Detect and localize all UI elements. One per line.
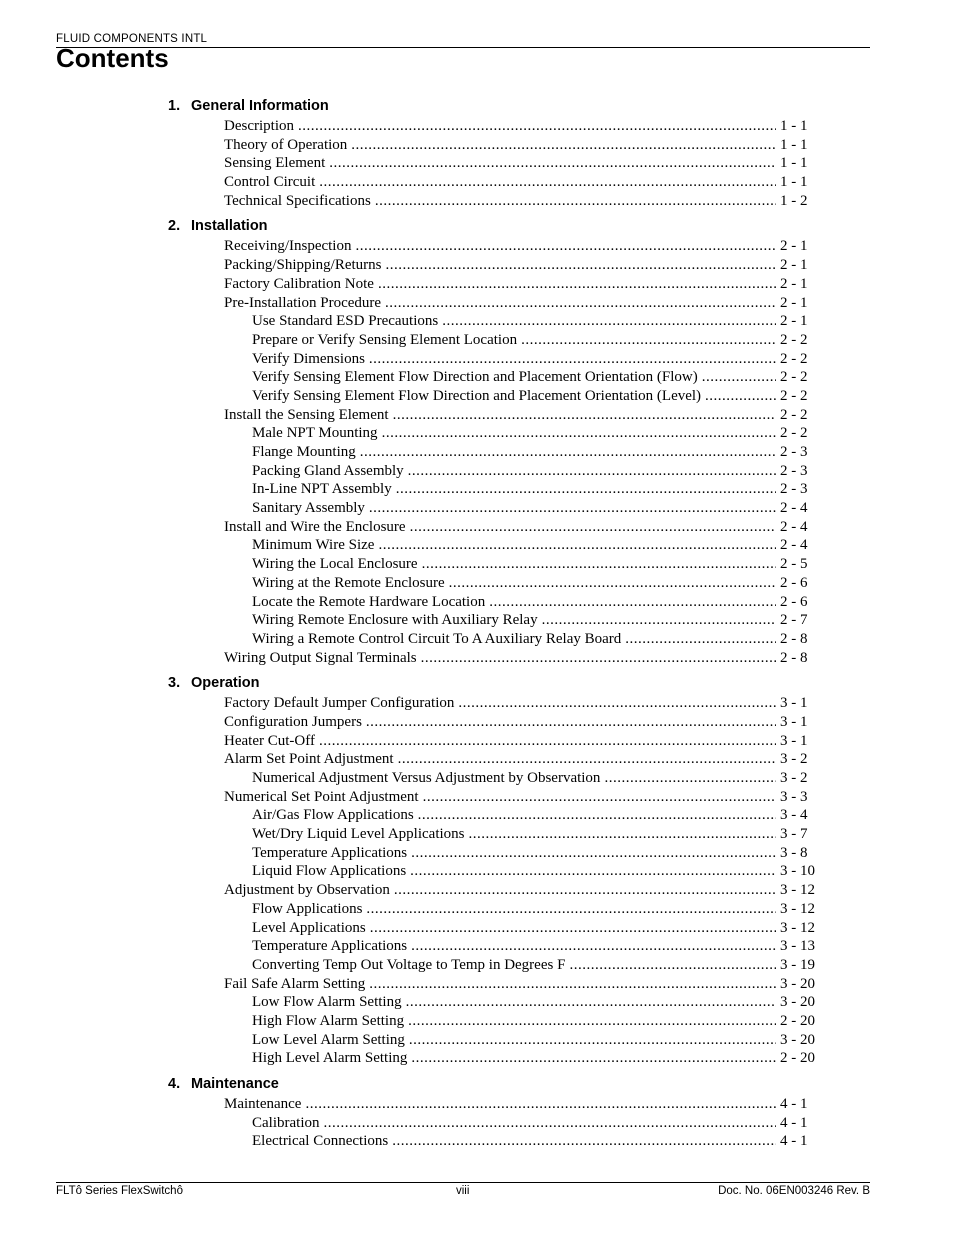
toc-entry-page: 1 - 1 xyxy=(780,155,808,172)
toc-entry xyxy=(252,368,818,387)
toc-entry-label: Fail Safe Alarm Setting xyxy=(224,975,366,992)
dot-leader xyxy=(489,593,776,612)
toc-entry xyxy=(224,1095,818,1114)
dot-leader xyxy=(410,518,776,537)
dot-leader xyxy=(705,387,776,406)
toc-entry-label: Wiring Output Signal Terminals xyxy=(224,649,417,666)
toc-entry-page: 4 - 1 xyxy=(780,1133,808,1150)
toc-entry-label: Numerical Set Point Adjustment xyxy=(224,788,419,805)
dot-leader xyxy=(469,825,777,844)
toc-entry-page: 2 - 4 xyxy=(780,518,808,535)
toc-entry xyxy=(224,256,818,275)
dot-leader xyxy=(324,1114,777,1133)
dot-leader xyxy=(385,294,776,313)
dot-leader xyxy=(378,275,776,294)
toc-entry-label: Electrical Connections xyxy=(252,1133,389,1150)
dot-leader xyxy=(382,424,776,443)
toc-entry-label: Calibration xyxy=(252,1114,320,1131)
section-heading xyxy=(168,673,818,694)
toc-entry xyxy=(252,499,818,518)
toc-entry-page: 1 - 1 xyxy=(780,174,808,191)
dot-leader xyxy=(408,462,776,481)
toc-entry-label: Verify Sensing Element Flow Direction and Placement Orientation (Level) xyxy=(252,387,702,404)
toc-entry-page: 3 - 4 xyxy=(780,807,808,824)
toc-entry-page: 3 - 1 xyxy=(780,695,808,712)
toc-entry-label: Minimum Wire Size xyxy=(252,537,375,554)
toc-entry xyxy=(252,956,818,975)
dot-leader xyxy=(521,331,776,350)
toc-entry xyxy=(224,694,818,713)
dot-leader xyxy=(458,694,776,713)
toc-entry-page: 3 - 8 xyxy=(780,844,808,861)
toc-entry xyxy=(224,406,818,425)
dot-leader xyxy=(625,630,776,649)
section-title: General Information xyxy=(191,98,329,114)
toc-entry-page: 3 - 3 xyxy=(780,788,808,805)
toc-entry-page: 2 - 2 xyxy=(780,425,808,442)
toc-entry-label: Air/Gas Flow Applications xyxy=(252,807,414,824)
table-of-contents xyxy=(168,96,818,1157)
toc-entry-page: 3 - 12 xyxy=(780,900,815,917)
toc-entry-label: High Flow Alarm Setting xyxy=(252,1012,405,1029)
toc-entry-label: Adjustment by Observation xyxy=(224,882,390,899)
toc-entry-page: 2 - 20 xyxy=(780,1050,815,1067)
toc-entry-label: Sanitary Assembly xyxy=(252,500,365,517)
toc-entry xyxy=(252,1049,818,1068)
dot-leader xyxy=(375,192,776,211)
dot-leader xyxy=(411,937,776,956)
section-title: Operation xyxy=(191,675,260,692)
dot-leader xyxy=(542,611,776,630)
toc-entry-page: 3 - 12 xyxy=(780,919,815,936)
toc-entry-label: Receiving/Inspection xyxy=(224,238,352,255)
section-number: 1. xyxy=(168,98,181,114)
toc-entry-page: 2 - 8 xyxy=(780,630,808,647)
toc-entry-label: Maintenance xyxy=(224,1096,302,1112)
dot-leader xyxy=(422,555,776,574)
toc-entry-label: Wiring a Remote Control Circuit To A Auxiliary Relay Board xyxy=(252,630,622,647)
toc-entry-label: Wiring the Local Enclosure xyxy=(252,556,418,573)
toc-entry-page: 3 - 2 xyxy=(780,751,808,768)
company-name: FLUID COMPONENTS INTL xyxy=(56,33,208,45)
footer-rule xyxy=(56,1182,870,1183)
section-number: 3. xyxy=(168,675,181,692)
section-title: Installation xyxy=(191,218,268,235)
toc-entry-page: 3 - 1 xyxy=(780,713,808,730)
toc-entry xyxy=(224,713,818,732)
dot-leader xyxy=(442,312,776,331)
toc-entry-page: 3 - 20 xyxy=(780,975,815,992)
toc-entry xyxy=(224,192,818,211)
toc-entry-page: 2 - 3 xyxy=(780,481,808,498)
toc-entry-page: 2 - 2 xyxy=(780,350,808,367)
dot-leader xyxy=(319,732,776,751)
toc-entry xyxy=(224,518,818,537)
header-rule xyxy=(56,47,870,48)
toc-entry-label: Locate the Remote Hardware Location xyxy=(252,593,486,610)
dot-leader xyxy=(392,1132,776,1151)
toc-entry-label: Prepare or Verify Sensing Element Location xyxy=(252,331,518,348)
toc-entry xyxy=(252,331,818,350)
toc-entry xyxy=(252,593,818,612)
footer-doc-number: Doc. No. 06EN003246 Rev. B xyxy=(718,1185,870,1197)
toc-entry-page: 3 - 12 xyxy=(780,882,815,899)
section-heading xyxy=(168,1074,818,1095)
toc-entry-page: 1 - 2 xyxy=(780,192,808,209)
toc-entry-label: High Level Alarm Setting xyxy=(252,1050,408,1067)
toc-entry-label: Flange Mounting xyxy=(252,444,356,460)
toc-entry-label: Use Standard ESD Precautions xyxy=(252,313,439,330)
toc-entry-label: Low Level Alarm Setting xyxy=(252,1031,405,1048)
toc-entry-page: 1 - 1 xyxy=(780,118,808,134)
toc-entry-page: 2 - 3 xyxy=(780,462,808,479)
toc-entry-label: Pre-Installation Procedure xyxy=(224,294,382,311)
dot-leader xyxy=(398,750,776,769)
toc-entry-page: 2 - 6 xyxy=(780,574,808,591)
dot-leader xyxy=(569,956,776,975)
toc-entry xyxy=(252,1114,818,1133)
dot-leader xyxy=(411,844,776,863)
toc-entry xyxy=(224,275,818,294)
section-heading xyxy=(168,216,818,237)
toc-entry-label: Alarm Set Point Adjustment xyxy=(224,751,394,768)
toc-entry xyxy=(252,919,818,938)
section-number: 4. xyxy=(168,1076,181,1092)
dot-leader xyxy=(702,368,776,387)
toc-section xyxy=(168,1074,818,1151)
toc-entry-label: Verify Sensing Element Flow Direction and Placement Orientation (Flow) xyxy=(252,369,698,386)
toc-entry-label: Configuration Jumpers xyxy=(224,713,362,730)
toc-entry xyxy=(224,294,818,313)
toc-entry-label: Factory Calibration Note xyxy=(224,275,374,292)
toc-entry-label: Level Applications xyxy=(252,919,366,936)
toc-entry-label: Wiring Remote Enclosure with Auxiliary Relay xyxy=(252,612,538,629)
toc-entry-page: 2 - 1 xyxy=(780,238,808,255)
toc-entry xyxy=(224,136,818,155)
dot-leader xyxy=(298,117,776,136)
dot-leader xyxy=(369,499,776,518)
toc-entry-label: Flow Applications xyxy=(252,900,363,917)
toc-entry xyxy=(224,750,818,769)
dot-leader xyxy=(366,713,776,732)
toc-entry-label: Verify Dimensions xyxy=(252,350,365,367)
footer-product: FLTô Series FlexSwitchô xyxy=(56,1185,183,1197)
toc-entry-label: Sensing Element xyxy=(224,155,326,172)
dot-leader xyxy=(604,769,776,788)
dot-leader xyxy=(366,900,776,919)
dot-leader xyxy=(370,919,776,938)
toc-entry xyxy=(224,117,818,136)
toc-entry-page: 2 - 6 xyxy=(780,593,808,610)
toc-entry xyxy=(252,844,818,863)
toc-entry-label: Converting Temp Out Voltage to Temp in Degrees F xyxy=(252,956,566,973)
toc-entry-page: 2 - 4 xyxy=(780,500,808,517)
toc-section xyxy=(168,96,818,210)
toc-entry-page: 4 - 1 xyxy=(780,1114,808,1131)
toc-entry-label: Install the Sensing Element xyxy=(224,406,389,423)
toc-entry-page: 1 - 1 xyxy=(780,136,808,153)
dot-leader xyxy=(408,1012,776,1031)
toc-entry-page: 2 - 2 xyxy=(780,369,808,386)
toc-entry xyxy=(252,825,818,844)
toc-entry-label: Liquid Flow Applications xyxy=(252,863,407,880)
toc-entry xyxy=(252,769,818,788)
toc-entry-page: 3 - 13 xyxy=(780,938,815,955)
toc-entry-page: 3 - 20 xyxy=(780,994,815,1011)
toc-section xyxy=(168,673,818,1068)
toc-entry xyxy=(252,1132,818,1151)
toc-entry-label: In-Line NPT Assembly xyxy=(252,481,392,498)
toc-entry-label: Wiring at the Remote Enclosure xyxy=(252,574,445,591)
toc-entry xyxy=(252,611,818,630)
dot-leader xyxy=(396,480,776,499)
dot-leader xyxy=(329,154,776,173)
toc-entry-label: Numerical Adjustment Versus Adjustment by Observation xyxy=(252,770,601,786)
toc-entry xyxy=(252,424,818,443)
toc-entry-page: 2 - 7 xyxy=(780,612,808,629)
dot-leader xyxy=(449,574,776,593)
toc-entry xyxy=(252,555,818,574)
dot-leader xyxy=(351,136,776,155)
toc-entry-label: Heater Cut-Off xyxy=(224,732,315,749)
dot-leader xyxy=(319,173,776,192)
toc-entry-page: 3 - 7 xyxy=(780,826,808,843)
toc-entry-page: 3 - 19 xyxy=(780,956,815,973)
toc-entry xyxy=(224,788,818,807)
toc-entry-page: 2 - 2 xyxy=(780,406,808,423)
toc-entry-page: 4 - 1 xyxy=(780,1096,808,1112)
toc-entry-label: Description xyxy=(224,118,294,134)
toc-entry-label: Control Circuit xyxy=(224,174,316,191)
dot-leader xyxy=(378,536,776,555)
toc-entry-page: 2 - 5 xyxy=(780,556,808,573)
toc-entry xyxy=(252,1031,818,1050)
toc-entry xyxy=(252,806,818,825)
toc-entry-label: Packing/Shipping/Returns xyxy=(224,257,382,274)
toc-entry-page: 2 - 1 xyxy=(780,257,808,274)
toc-entry xyxy=(252,536,818,555)
toc-entry-label: Theory of Operation xyxy=(224,136,348,153)
dot-leader xyxy=(410,862,776,881)
toc-entry-label: Packing Gland Assembly xyxy=(252,462,404,479)
toc-entry xyxy=(252,1012,818,1031)
toc-entry-page: 2 - 20 xyxy=(780,1012,815,1029)
toc-entry-page: 2 - 2 xyxy=(780,331,808,348)
dot-leader xyxy=(423,788,776,807)
toc-entry-label: Low Flow Alarm Setting xyxy=(252,994,402,1011)
dot-leader xyxy=(409,1031,776,1050)
toc-entry xyxy=(224,881,818,900)
section-heading xyxy=(168,96,818,117)
toc-entry-page: 3 - 1 xyxy=(780,732,808,749)
dot-leader xyxy=(411,1049,776,1068)
toc-entry xyxy=(252,387,818,406)
dot-leader xyxy=(369,975,776,994)
toc-entry xyxy=(252,937,818,956)
toc-entry-page: 2 - 1 xyxy=(780,294,808,311)
toc-entry xyxy=(252,480,818,499)
toc-entry xyxy=(224,173,818,192)
toc-entry-label: Temperature Applications xyxy=(252,938,408,955)
toc-entry xyxy=(224,237,818,256)
dot-leader xyxy=(305,1095,776,1114)
toc-entry xyxy=(252,574,818,593)
toc-entry xyxy=(252,862,818,881)
toc-entry xyxy=(252,312,818,331)
dot-leader xyxy=(421,649,776,668)
toc-entry xyxy=(252,462,818,481)
toc-entry-page: 3 - 2 xyxy=(780,770,808,786)
dot-leader xyxy=(418,806,776,825)
toc-entry-page: 2 - 1 xyxy=(780,313,808,330)
toc-entry xyxy=(252,630,818,649)
toc-entry-page: 2 - 3 xyxy=(780,444,808,460)
toc-entry-label: Temperature Applications xyxy=(252,844,408,861)
dot-leader xyxy=(393,406,776,425)
toc-entry xyxy=(224,649,818,668)
toc-entry xyxy=(252,443,818,462)
toc-entry-label: Technical Specifications xyxy=(224,192,371,209)
dot-leader xyxy=(394,881,776,900)
footer-page-number: viii xyxy=(456,1185,470,1197)
toc-entry xyxy=(252,993,818,1012)
dot-leader xyxy=(360,443,776,462)
toc-entry xyxy=(224,732,818,751)
toc-entry-label: Wet/Dry Liquid Level Applications xyxy=(252,826,465,843)
toc-entry xyxy=(252,350,818,369)
toc-entry-page: 3 - 20 xyxy=(780,1031,815,1048)
dot-leader xyxy=(369,350,776,369)
section-number: 2. xyxy=(168,218,181,235)
toc-entry-label: Install and Wire the Enclosure xyxy=(224,518,406,535)
dot-leader xyxy=(355,237,776,256)
toc-entry xyxy=(224,975,818,994)
toc-entry-page: 2 - 2 xyxy=(780,387,808,404)
toc-entry-page: 2 - 4 xyxy=(780,537,808,554)
dot-leader xyxy=(406,993,776,1012)
toc-entry-label: Male NPT Mounting xyxy=(252,425,378,442)
section-title: Maintenance xyxy=(191,1076,279,1092)
page-title: Contents xyxy=(56,43,169,73)
toc-entry-label: Factory Default Jumper Configuration xyxy=(224,695,455,712)
toc-entry-page: 3 - 10 xyxy=(780,863,815,880)
dot-leader xyxy=(386,256,777,275)
toc-section xyxy=(168,216,818,667)
toc-entry xyxy=(224,154,818,173)
toc-entry-page: 2 - 1 xyxy=(780,275,808,292)
toc-entry-page: 2 - 8 xyxy=(780,649,808,666)
toc-entry xyxy=(252,900,818,919)
